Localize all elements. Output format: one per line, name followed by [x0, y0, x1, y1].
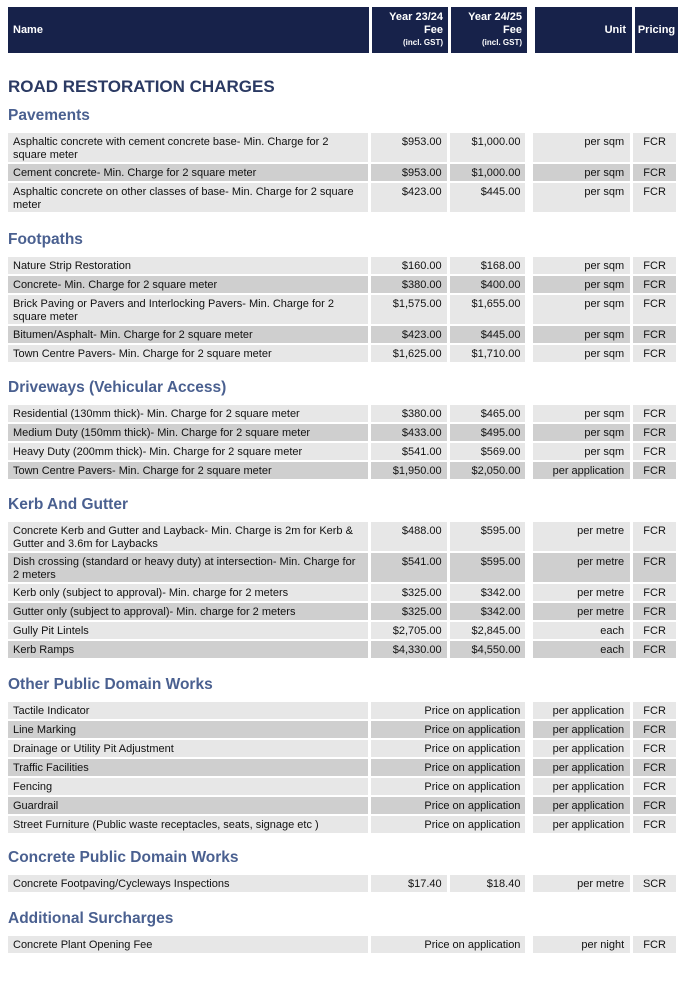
- row-pricing: FCR: [633, 740, 676, 757]
- row-fee-2324: $488.00: [371, 522, 447, 551]
- row-fee-2425: $495.00: [450, 424, 526, 441]
- row-fee-2324: $1,575.00: [371, 295, 447, 324]
- row-name: Gully Pit Lintels: [8, 622, 368, 639]
- row-unit: per application: [533, 702, 630, 719]
- row-unit: per sqm: [533, 276, 630, 293]
- table-row: [8, 345, 676, 362]
- table-row: [8, 443, 676, 460]
- row-pricing: FCR: [633, 603, 676, 620]
- row-fee-2425: $595.00: [450, 522, 526, 551]
- row-pricing: FCR: [633, 295, 676, 324]
- table-row: [8, 603, 676, 620]
- row-unit: per metre: [533, 584, 630, 601]
- row-gap: [528, 276, 530, 293]
- row-pricing: FCR: [633, 326, 676, 343]
- row-name: Heavy Duty (200mm thick)- Min. Charge for 2 square meter: [8, 443, 368, 460]
- row-fee-2425: $4,550.00: [450, 641, 526, 658]
- row-gap: [528, 797, 530, 814]
- row-gap: [528, 759, 530, 776]
- row-gap: [528, 778, 530, 795]
- row-unit: per sqm: [533, 257, 630, 274]
- section-title: Pavements: [8, 107, 90, 124]
- row-fee-2425: $445.00: [450, 326, 526, 343]
- row-gap: [528, 443, 530, 460]
- row-name: Kerb Ramps: [8, 641, 368, 658]
- row-pricing: FCR: [633, 405, 676, 422]
- row-pricing: FCR: [633, 462, 676, 479]
- row-fee-span: Price on application: [371, 702, 526, 719]
- row-unit: per night: [533, 936, 630, 953]
- row-pricing: FCR: [633, 276, 676, 293]
- table-row: [8, 721, 676, 738]
- table-row: [8, 797, 676, 814]
- table-row: [8, 778, 676, 795]
- table-row: [8, 424, 676, 441]
- row-unit: per sqm: [533, 424, 630, 441]
- row-unit: per metre: [533, 522, 630, 551]
- row-pricing: FCR: [633, 641, 676, 658]
- table-row: [8, 622, 676, 639]
- row-pricing: FCR: [633, 622, 676, 639]
- row-name: Cement concrete- Min. Charge for 2 square meter: [8, 164, 368, 181]
- row-fee-2324: $380.00: [371, 405, 447, 422]
- row-fee-2425: $168.00: [450, 257, 526, 274]
- row-gap: [528, 702, 530, 719]
- row-pricing: FCR: [633, 702, 676, 719]
- row-unit: per application: [533, 816, 630, 833]
- row-fee-span: Price on application: [371, 797, 526, 814]
- row-gap: [528, 164, 530, 181]
- row-name: Kerb only (subject to approval)- Min. charge for 2 meters: [8, 584, 368, 601]
- row-fee-2324: $423.00: [371, 183, 447, 212]
- row-unit: per sqm: [533, 183, 630, 212]
- row-pricing: FCR: [633, 721, 676, 738]
- table-row: [8, 875, 676, 892]
- row-pricing: FCR: [633, 553, 676, 582]
- row-gap: [528, 740, 530, 757]
- row-fee-2324: $1,950.00: [371, 462, 447, 479]
- row-name: Concrete Plant Opening Fee: [8, 936, 368, 953]
- row-gap: [528, 603, 530, 620]
- row-fee-span: Price on application: [371, 816, 526, 833]
- section: [8, 230, 676, 364]
- table-row: [8, 133, 676, 162]
- header-fee-2425: [451, 7, 527, 53]
- row-unit: per metre: [533, 603, 630, 620]
- row-fee-2324: $160.00: [371, 257, 447, 274]
- row-name: Medium Duty (150mm thick)- Min. Charge for 2 square meter: [8, 424, 368, 441]
- header-name: Name: [8, 7, 369, 53]
- row-unit: each: [533, 641, 630, 658]
- row-name: Tactile Indicator: [8, 702, 368, 719]
- row-fee-2324: $953.00: [371, 164, 447, 181]
- table-row: [8, 759, 676, 776]
- row-unit: per metre: [533, 875, 630, 892]
- table-row: [8, 405, 676, 422]
- row-gap: [528, 584, 530, 601]
- row-gap: [528, 721, 530, 738]
- row-fee-2425: $445.00: [450, 183, 526, 212]
- table-row: [8, 276, 676, 293]
- row-fee-span: Price on application: [371, 936, 526, 953]
- row-pricing: FCR: [633, 522, 676, 551]
- header-pricing: Pricing: [635, 7, 678, 53]
- row-unit: per sqm: [533, 443, 630, 460]
- row-unit: per sqm: [533, 133, 630, 162]
- row-fee-span: Price on application: [371, 740, 526, 757]
- row-gap: [528, 553, 530, 582]
- row-unit: per application: [533, 759, 630, 776]
- table-row: [8, 816, 676, 833]
- row-pricing: FCR: [633, 936, 676, 953]
- row-fee-2324: $541.00: [371, 443, 447, 460]
- row-fee-span: Price on application: [371, 721, 526, 738]
- row-fee-2425: $595.00: [450, 553, 526, 582]
- section: [8, 675, 676, 835]
- row-pricing: FCR: [633, 164, 676, 181]
- row-name: Traffic Facilities: [8, 759, 368, 776]
- row-name: Line Marking: [8, 721, 368, 738]
- row-name: Concrete Footpaving/Cycleways Inspections: [8, 875, 368, 892]
- row-fee-2324: $17.40: [371, 875, 447, 892]
- row-pricing: FCR: [633, 257, 676, 274]
- header-fee-2324-fee: Fee: [424, 24, 443, 36]
- row-gap: [528, 522, 530, 551]
- row-name: Town Centre Pavers- Min. Charge for 2 square meter: [8, 462, 368, 479]
- row-fee-2425: $569.00: [450, 443, 526, 460]
- row-gap: [528, 326, 530, 343]
- row-gap: [528, 133, 530, 162]
- row-unit: each: [533, 622, 630, 639]
- row-name: Brick Paving or Pavers and Interlocking Pavers- Min. Charge for 2 square meter: [8, 295, 368, 324]
- row-fee-span: Price on application: [371, 759, 526, 776]
- row-gap: [528, 405, 530, 422]
- row-unit: per sqm: [533, 345, 630, 362]
- table-row: [8, 702, 676, 719]
- row-name: Guardrail: [8, 797, 368, 814]
- section-title: Driveways (Vehicular Access): [8, 379, 227, 396]
- row-fee-2324: $2,705.00: [371, 622, 447, 639]
- row-gap: [528, 641, 530, 658]
- row-fee-2425: $1,710.00: [450, 345, 526, 362]
- row-pricing: FCR: [633, 424, 676, 441]
- row-name: Residential (130mm thick)- Min. Charge for 2 square meter: [8, 405, 368, 422]
- row-name: Town Centre Pavers- Min. Charge for 2 square meter: [8, 345, 368, 362]
- row-name: Bitumen/Asphalt- Min. Charge for 2 square meter: [8, 326, 368, 343]
- row-fee-2324: $953.00: [371, 133, 447, 162]
- row-pricing: FCR: [633, 345, 676, 362]
- header-fee-2324: [372, 7, 448, 53]
- row-fee-2425: $18.40: [450, 875, 526, 892]
- row-name: Concrete- Min. Charge for 2 square meter: [8, 276, 368, 293]
- table-row: [8, 183, 676, 212]
- row-fee-2324: $4,330.00: [371, 641, 447, 658]
- table-row: [8, 326, 676, 343]
- row-name: Asphaltic concrete on other classes of base- Min. Charge for 2 square meter: [8, 183, 368, 212]
- header-fee-2425-fee: Fee: [503, 24, 522, 36]
- table-row: [8, 641, 676, 658]
- row-gap: [528, 462, 530, 479]
- row-gap: [528, 936, 530, 953]
- section-title: Concrete Public Domain Works: [8, 849, 239, 866]
- header-fee-2425-year: Year 24/25: [468, 11, 522, 23]
- header-gap: [530, 7, 532, 53]
- row-fee-2425: $465.00: [450, 405, 526, 422]
- table-row: [8, 257, 676, 274]
- table-row: [8, 553, 676, 582]
- row-name: Street Furniture (Public waste receptacles, seats, signage etc ): [8, 816, 368, 833]
- row-fee-2425: $1,000.00: [450, 164, 526, 181]
- row-name: Fencing: [8, 778, 368, 795]
- row-pricing: FCR: [633, 816, 676, 833]
- section: [8, 909, 676, 955]
- row-fee-2324: $423.00: [371, 326, 447, 343]
- section-title: Additional Surcharges: [8, 910, 174, 927]
- section: [8, 106, 676, 214]
- row-unit: per metre: [533, 553, 630, 582]
- row-gap: [528, 424, 530, 441]
- row-pricing: SCR: [633, 875, 676, 892]
- row-unit: per sqm: [533, 164, 630, 181]
- row-fee-2324: $325.00: [371, 584, 447, 601]
- table-row: [8, 462, 676, 479]
- row-fee-2425: $1,000.00: [450, 133, 526, 162]
- row-name: Drainage or Utility Pit Adjustment: [8, 740, 368, 757]
- row-fee-2324: $380.00: [371, 276, 447, 293]
- row-unit: per sqm: [533, 326, 630, 343]
- row-fee-2425: $342.00: [450, 584, 526, 601]
- table-row: [8, 740, 676, 757]
- header-fee-2324-gst: (incl. GST): [403, 38, 443, 47]
- row-unit: per application: [533, 778, 630, 795]
- header-unit: Unit: [535, 7, 632, 53]
- row-pricing: FCR: [633, 778, 676, 795]
- header-fee-2425-gst: (incl. GST): [482, 38, 522, 47]
- section: [8, 495, 676, 660]
- section-title: Kerb And Gutter: [8, 496, 128, 513]
- row-fee-span: Price on application: [371, 778, 526, 795]
- row-name: Asphaltic concrete with cement concrete base- Min. Charge for 2 square meter: [8, 133, 368, 162]
- row-unit: per application: [533, 462, 630, 479]
- row-pricing: FCR: [633, 797, 676, 814]
- row-pricing: FCR: [633, 443, 676, 460]
- row-fee-2324: $1,625.00: [371, 345, 447, 362]
- table-row: [8, 936, 676, 953]
- row-unit: per application: [533, 721, 630, 738]
- table-header: [8, 7, 678, 53]
- row-gap: [528, 816, 530, 833]
- row-fee-2425: $342.00: [450, 603, 526, 620]
- table-row: [8, 522, 676, 551]
- row-fee-2425: $2,050.00: [450, 462, 526, 479]
- row-gap: [528, 257, 530, 274]
- row-fee-2425: $2,845.00: [450, 622, 526, 639]
- page-title: ROAD RESTORATION CHARGES: [8, 77, 275, 96]
- row-pricing: FCR: [633, 584, 676, 601]
- row-pricing: FCR: [633, 133, 676, 162]
- row-name: Concrete Kerb and Gutter and Layback- Min. Charge is 2m for Kerb & Gutter and 3.6m for Laybacks: [8, 522, 368, 551]
- section: [8, 378, 676, 481]
- row-unit: per sqm: [533, 405, 630, 422]
- row-gap: [528, 875, 530, 892]
- row-unit: per application: [533, 740, 630, 757]
- table-row: [8, 164, 676, 181]
- row-gap: [528, 345, 530, 362]
- row-name: Dish crossing (standard or heavy duty) at intersection- Min. Charge for 2 meters: [8, 553, 368, 582]
- row-unit: per sqm: [533, 295, 630, 324]
- header-fee-2324-year: Year 23/24: [389, 11, 443, 23]
- row-pricing: FCR: [633, 183, 676, 212]
- row-name: Gutter only (subject to approval)- Min. charge for 2 meters: [8, 603, 368, 620]
- table-row: [8, 584, 676, 601]
- row-gap: [528, 183, 530, 212]
- row-fee-2425: $400.00: [450, 276, 526, 293]
- section: [8, 848, 676, 894]
- row-fee-2425: $1,655.00: [450, 295, 526, 324]
- row-pricing: FCR: [633, 759, 676, 776]
- row-fee-2324: $541.00: [371, 553, 447, 582]
- row-gap: [528, 622, 530, 639]
- section-title: Footpaths: [8, 231, 83, 248]
- table-row: [8, 295, 676, 324]
- section-title: Other Public Domain Works: [8, 676, 213, 693]
- row-fee-2324: $433.00: [371, 424, 447, 441]
- row-name: Nature Strip Restoration: [8, 257, 368, 274]
- row-fee-2324: $325.00: [371, 603, 447, 620]
- row-gap: [528, 295, 530, 324]
- row-unit: per application: [533, 797, 630, 814]
